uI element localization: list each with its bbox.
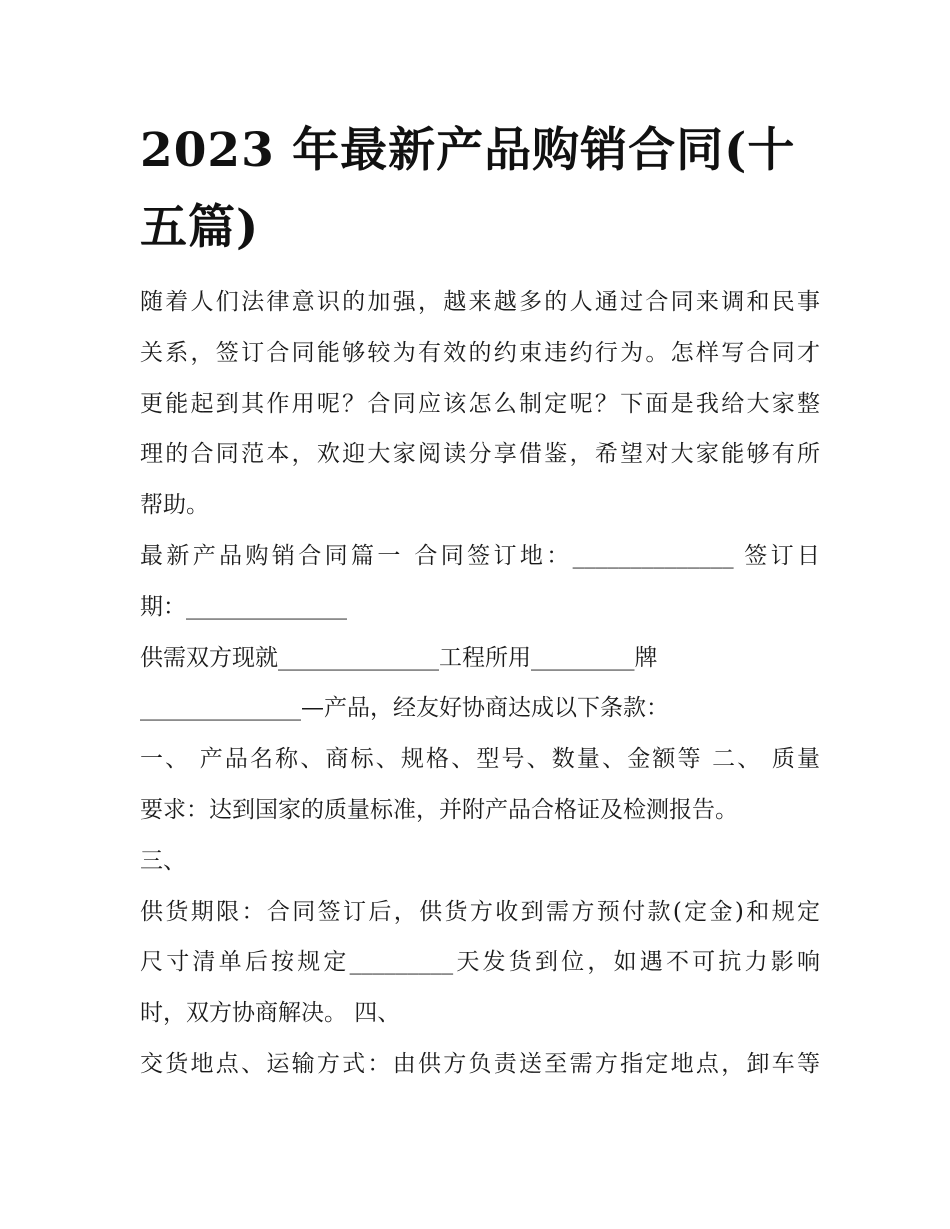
body-line: 更能起到其作用呢？合同应该怎么制定呢？下面是我给大家整 [140, 390, 820, 417]
body-line: 供货期限：合同签订后，供货方收到需方预付款(定金)和规定 [140, 898, 820, 925]
document-title [140, 112, 820, 266]
body-line: 时，双方协商解决。 四、 [140, 1000, 401, 1027]
body-line: ______________—产品，经友好协商达成以下条款： [140, 695, 669, 722]
title-line: 2023 年最新产品购销合同(十 [140, 123, 796, 178]
body-line: 一、 产品名称、商标、规格、型号、数量、金额等 二、 质量 [140, 746, 820, 773]
body-line: 关系，签订合同能够较为有效的约束违约行为。怎样写合同才 [140, 339, 820, 366]
body-line: 尺寸清单后按规定_________天发货到位，如遇不可抗力影响 [140, 949, 820, 976]
body-line: 三、 [140, 847, 186, 874]
body-line: 交货地点、运输方式：由供方负责送至需方指定地点，卸车等 [140, 1050, 820, 1077]
body-line: 理的合同范本，欢迎大家阅读分享借鉴，希望对大家能够有所 [140, 441, 820, 468]
title-line: 五篇) [140, 200, 260, 255]
body-line: 随着人们法律意识的加强，越来越多的人通过合同来调和民事 [140, 289, 820, 315]
body-line: 帮助。 [140, 492, 209, 519]
body-line: 最新产品购销合同篇一 合同签订地：______________ 签订日 [140, 542, 820, 569]
document-body [140, 277, 820, 1090]
body-line: 期：______________ [140, 593, 347, 620]
body-line: 要求：达到国家的质量标准，并附产品合格证及检测报告。 [140, 796, 738, 823]
body-line: 供需双方现就______________工程所用_________牌 [140, 644, 658, 671]
